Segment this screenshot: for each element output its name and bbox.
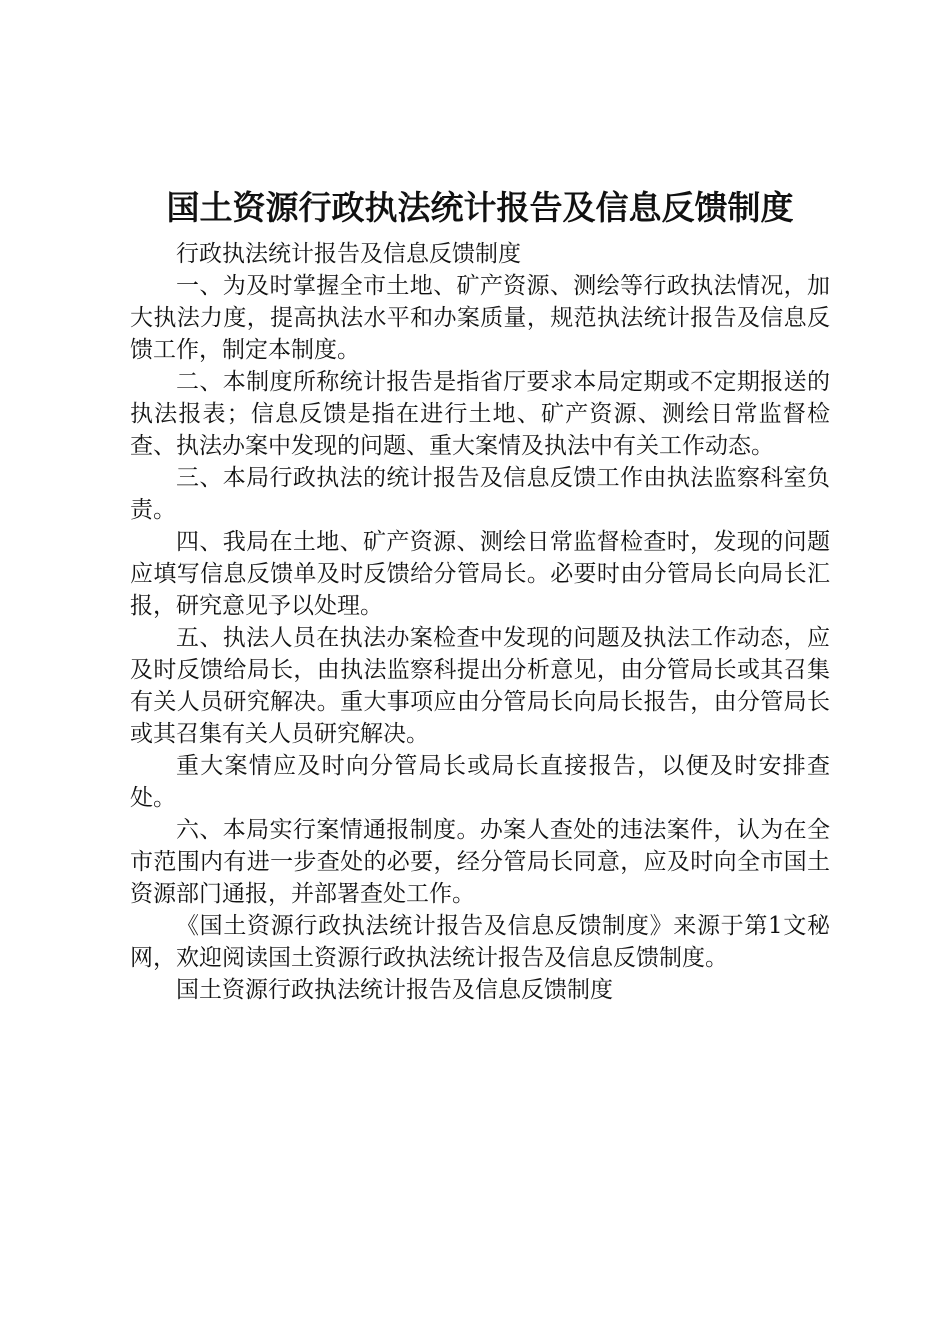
paragraph-2: 二、本制度所称统计报告是指省厅要求本局定期或不定期报送的执法报表；信息反馈是指在进行土地、矿产资源、测绘日常监督检查、执法办案中发现的问题、重大案情及执法中有关工作动态。 [130,369,830,459]
document-title: 国土资源行政执法统计报告及信息反馈制度 [166,188,794,227]
paragraph-5: 五、执法人员在执法办案检查中发现的问题及执法工作动态，应及时反馈给局长，由执法监察科提出分析意见，由分管局长或其召集有关人员研究解决。重大事项应由分管局长向局长报告，由分管局长或其召集有关人员研究解决。 [130,625,830,747]
paragraph-subtitle: 行政执法统计报告及信息反馈制度 [176,241,521,267]
paragraph-3: 三、本局行政执法的统计报告及信息反馈工作由执法监察科室负责。 [130,465,830,523]
paragraph-1: 一、为及时掌握全市土地、矿产资源、测绘等行政执法情况，加大执法力度，提高执法水平和办案质量，规范执法统计报告及信息反馈工作，制定本制度。 [130,273,830,363]
paragraph-major-cases: 重大案情应及时向分管局长或局长直接报告，以便及时安排查处。 [130,753,830,811]
paragraph-closing-title: 国土资源行政执法统计报告及信息反馈制度 [176,977,613,1003]
paragraph-6: 六、本局实行案情通报制度。办案人查处的违法案件，认为在全市范围内有进一步查处的必要，经分管局长同意，应及时向全市国土资源部门通报，并部署查处工作。 [130,817,830,907]
paragraph-4: 四、我局在土地、矿产资源、测绘日常监督检查时，发现的问题应填写信息反馈单及时反馈给分管局长。必要时由分管局长向局长汇报，研究意见予以处理。 [130,529,830,619]
document-page [130,180,830,1006]
paragraph-source-note: 《国土资源行政执法统计报告及信息反馈制度》来源于第1文秘网，欢迎阅读国土资源行政执法统计报告及信息反馈制度。 [130,913,830,971]
